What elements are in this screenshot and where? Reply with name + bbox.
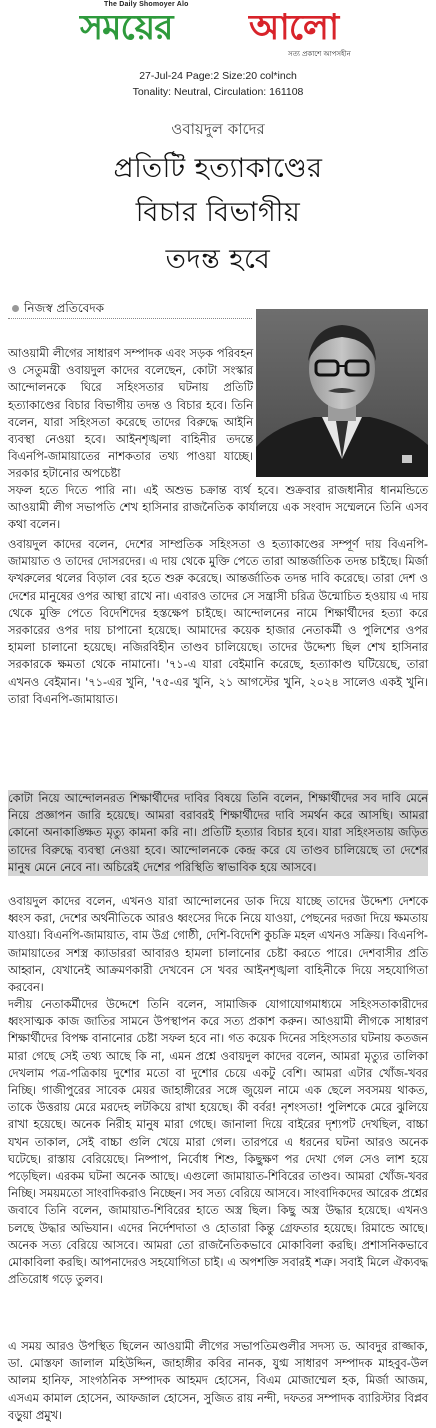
masthead-title-part1: সময়ের	[80, 8, 173, 48]
portrait-photo	[256, 309, 428, 477]
portrait-illustration	[256, 309, 428, 477]
byline-text: নিজস্ব প্রতিবেদক	[24, 301, 105, 315]
byline	[12, 300, 104, 320]
article-paragraph-7: এ সময় আরও উপস্থিত ছিলেন আওয়ামী লীগের সভাপতিমণ্ডলীর সদস্য ড. আবদুর রাজ্জাক, ডা. মোস্তফা জালাল মহিউদ্দিন, জাহাঙ্গীর কবির নানক, যুগ্ম সাধারণ সম্পাদক মাহবুব-উল আলম হানিফ, সাংগঠনিক সম্পাদক আহমদ হোসেন, বিএম মোজাম্মেল হক, মির্জা আজম, এসএম কামাল হোসেন, আফজাল হোসেন, সুজিত রায় নন্দী, দফতর সম্পাদক ব্যারিস্টার বিপ্লব বড়ুয়া প্রমুখ।	[8, 1340, 428, 1422]
masthead-title-part2: আলো	[249, 8, 339, 48]
article-paragraph-1: আওয়ামী লীগের সাধারণ সম্পাদক এবং সড়ক পরিবহন ও সেতুমন্ত্রী ওবায়দুল কাদের বলেছেন, কোটা সংস্কার আন্দোলনকে ঘিরে সহিংসতার ঘটনায় প্রতিটি হত্যাকাণ্ডের বিচার বিভাগীয় তদন্ত ও বিচার হবে। তিনি বলেন, যারা সহিংসতা করেছে তাদের বিরুদ্ধে আইনি ব্যবস্থা নেওয়া হবে। আইনশৃঙ্খলা বাহিনীর তদন্তে বিএনপি-জামায়াতের নাশকতার তথ্য পাওয়া যাচ্ছে। সরকার হটানোর অপচেষ্টা	[8, 347, 253, 481]
article-paragraph-6: দলীয় নেতাকর্মীদের উদ্দেশে তিনি বলেন, সামাজিক যোগাযোগমাধ্যমে সহিংসতাকারীদের ধ্বংসাত্মক কাজ জাতির সামনে উপস্থাপন করে সত্য প্রকাশ করুন। আওয়ামী লীগকে সাধারণ শিক্ষার্থীদের বিপক্ষ বানানোর চেষ্টা সফল হবে না। গত কয়েক দিনের সহিংসতার ঘটনায় কতজন মারা গেছে সেই তথ্য আছে কি না, এমন প্রশ্নে ওবায়দুল কাদের বলেন, আমরা মৃত্যুর তালিকা দেখলাম পত্র-পত্রিকায় দুশোর মতো বা দুশোর চেয়ে একটু বেশি। আমরা এটার খোঁজ-খবর নিচ্ছি। গাজীপুরের সাবেক মেয়র জাহাঙ্গীরের সঙ্গে জুয়েল নামে এক ছেলে সবসময় থাকত, তাকে উত্তরায় মেরে মরদেহ লটকিয়ে রাখা হয়েছে। কী বর্বর! নৃশংসতা! পুলিশকে মেরে ঝুলিয়ে রাখা হয়েছে। অনেক নিরীহ মানুষ মারা গেছে। জানালা দিয়ে বাইরের দৃশ্যপট দেখছিল, বাচ্চা যখন তাকাল, সেই বাচ্চা গুলি খেয়ে মারা গেল। তারপরে এ ধরনের ঘটনা আরও অনেক ঘটেছে। রাস্তায় বেরিয়েছে। নিষ্পাপ, নির্বোধ শিশু, কিছুক্ষণ পর দেখা গেল সেও লাশ হয়ে পড়েছিল। এরকম ঘটনা অনেক আছে। এগুলো জামায়াত-শিবিরের তাণ্ডব। আমরা খোঁজ-খবর নিচ্ছি। সময়মতো সাংবাদিকরাও নিচ্ছেন। সব সত্য বেরিয়ে আসবে। সাংবাদিকদের আরেক প্রশ্নের জবাবে তিনি বলেন, জামায়াত-শিবিরের হাতে অস্ত্র ছিল। কিছু অস্ত্র উদ্ধার হয়েছে। এখনও চলছে উদ্ধার অভিযান। এদের নির্দেশদাতা ও হোতারা কিন্তু গ্রেফতার হয়েছে। রিমান্ডে আছে। অনেক সত্য বেরিয়ে আসবে। আমরা তো রাজনৈতিকভাবে মোকাবিলা করছি। প্রশাসনিকভাবে মোকাবিলা করছি। আপনাদেরও সহযোগিতা চাই। এ অপশক্তি সবারই শত্রু। সবাই মিলে ঐক্যবদ্ধ প্রতিরোধ গড়ে তুলব।	[8, 998, 428, 1287]
byline-divider	[8, 318, 252, 319]
headline-line-1: প্রতিটি হত্যাকাণ্ডের	[113, 153, 323, 184]
bullet-icon	[12, 305, 19, 312]
headline-line-2: বিচার বিভাগীয়	[135, 197, 301, 228]
article-paragraph-5: ওবায়দুল কাদের বলেন, এখনও যারা আন্দোলনের ডাক দিয়ে যাচ্ছে তাদের উদ্দেশ্য দেশকে ধ্বংস করা, দেশের অর্থনীতিকে আরও ধ্বংসের দিকে নিয়ে যাওয়া, পেছনের দরজা দিয়ে ক্ষমতায় যাওয়া। বিএনপি-জামায়াত, বাম উগ্র গোষ্ঠী, দেশি-বিদেশি কুচক্রি মহল এখনও সক্রিয়। বিএনপি-জামায়াতের সশস্ত্র ক্যাডাররা আবারও হামলা চালানোর চেষ্টা করতে পারে। দেশবাসীর প্রতি আহ্বান, যেখানেই আক্রমণকারী দেখবেন সে খবর আইনশৃঙ্খলা বাহিনীকে দিয়ে সহযোগিতা করবেন।	[8, 895, 428, 995]
article-paragraph-2: সফল হতে দিতে পারি না। এই অশুভ চক্রান্ত ব্যর্থ হবে। শুক্রবার রাজধানীর ধানমন্ডিতে আওয়ামী লীগ সভাপতি শেখ হাসিনার রাজনৈতিক কার্যালয়ে এক সংবাদ সম্মেলনে তিনি এসব কথা বলেন।	[8, 484, 428, 532]
clip-meta-line1: 27-Jul-24 Page:2 Size:20 col*inch	[139, 70, 297, 82]
article-paragraph-3: ওবায়দুল কাদের বলেন, দেশের সাম্প্রতিক সহিংসতা ও হত্যাকাণ্ডের সম্পূর্ণ দায় বিএনপি-জামায়াত ও তাদের দোসরদের। এ দায় থেকে মুক্তি পেতে তারা আন্তর্জাতিক তদন্ত চাইছে। মির্জা ফখরুলের থলের বিড়াল বের হতে শুরু করেছে। আন্তর্জাতিক তদন্ত দাবি করেছে। তারা দেশ ও দেশের মানুষের ওপর আস্থা রাখে না। এবারও তাদের সে সন্ত্রাসী চরিত্র উন্মোচিত হওয়ায় এ দায় থেকে মুক্তি পেতে বিদেশিদের হস্তক্ষেপ চাইছে। আন্দোলনের নামে শিক্ষার্থীদের হত্যা করে সরকারের ওপর দায় চাপানো হয়েছে। আমাদের কয়েক হাজার নেতাকর্মী ও পুলিশের ওপর হামলা চালানো হয়েছে। নজিরবিহীন তাণ্ডব চালিয়েছে। তাদের উদ্দেশ্য ছিল শেখ হাসিনার সরকারকে ক্ষমতা থেকে নামানো। '৭১-এ যারা বেইমানি করেছে, হত্যাকাণ্ড ঘটিয়েছে, তারা এখনও বেইমান। '৭১-এর খুনি, '৭৫-এর খুনি, ২১ আগস্টের খুনি, ২০২৪ সালেও একই খুনি। তারা বিএনপি-জামায়াত।	[8, 538, 428, 706]
clip-meta-line2: Tonality: Neutral, Circulation: 161108	[132, 86, 304, 98]
masthead-english-name: The Daily Shomoyer Alo	[104, 1, 189, 8]
masthead-tagline: সত্য প্রকাশে আপসহীন	[288, 50, 351, 58]
masthead	[0, 0, 436, 64]
article-kicker: ওবায়দুল কাদের	[171, 120, 265, 138]
headline-line-3: তদন্ত হবে	[165, 244, 271, 275]
article-paragraph-4-highlighted: কোটা নিয়ে আন্দোলনরত শিক্ষার্থীদের দাবির বিষয়ে তিনি বলেন, শিক্ষার্থীদের সব দাবি মেনে নিয়ে প্রজ্ঞাপন জারি হয়েছে। আমরা বরাবরই শিক্ষার্থীদের দাবি সমর্থন করে আসছি। আমরা কোনো অনাকাঙ্ক্ষিত মৃত্যু কামনা করি না। প্রতিটি হত্যার বিচার হবে। যারা সহিংসতায় জড়িত তাদের বিরুদ্ধে ব্যবস্থা নেওয়া হবে। আন্দোলনকে কেন্দ্র করে যে তাণ্ডব চালিয়েছে তা দেশের মানুষ মেনে নেবে না। অচিরেই দেশের পরিস্থিতি স্বাভাবিক হয়ে আসবে।	[8, 790, 428, 876]
